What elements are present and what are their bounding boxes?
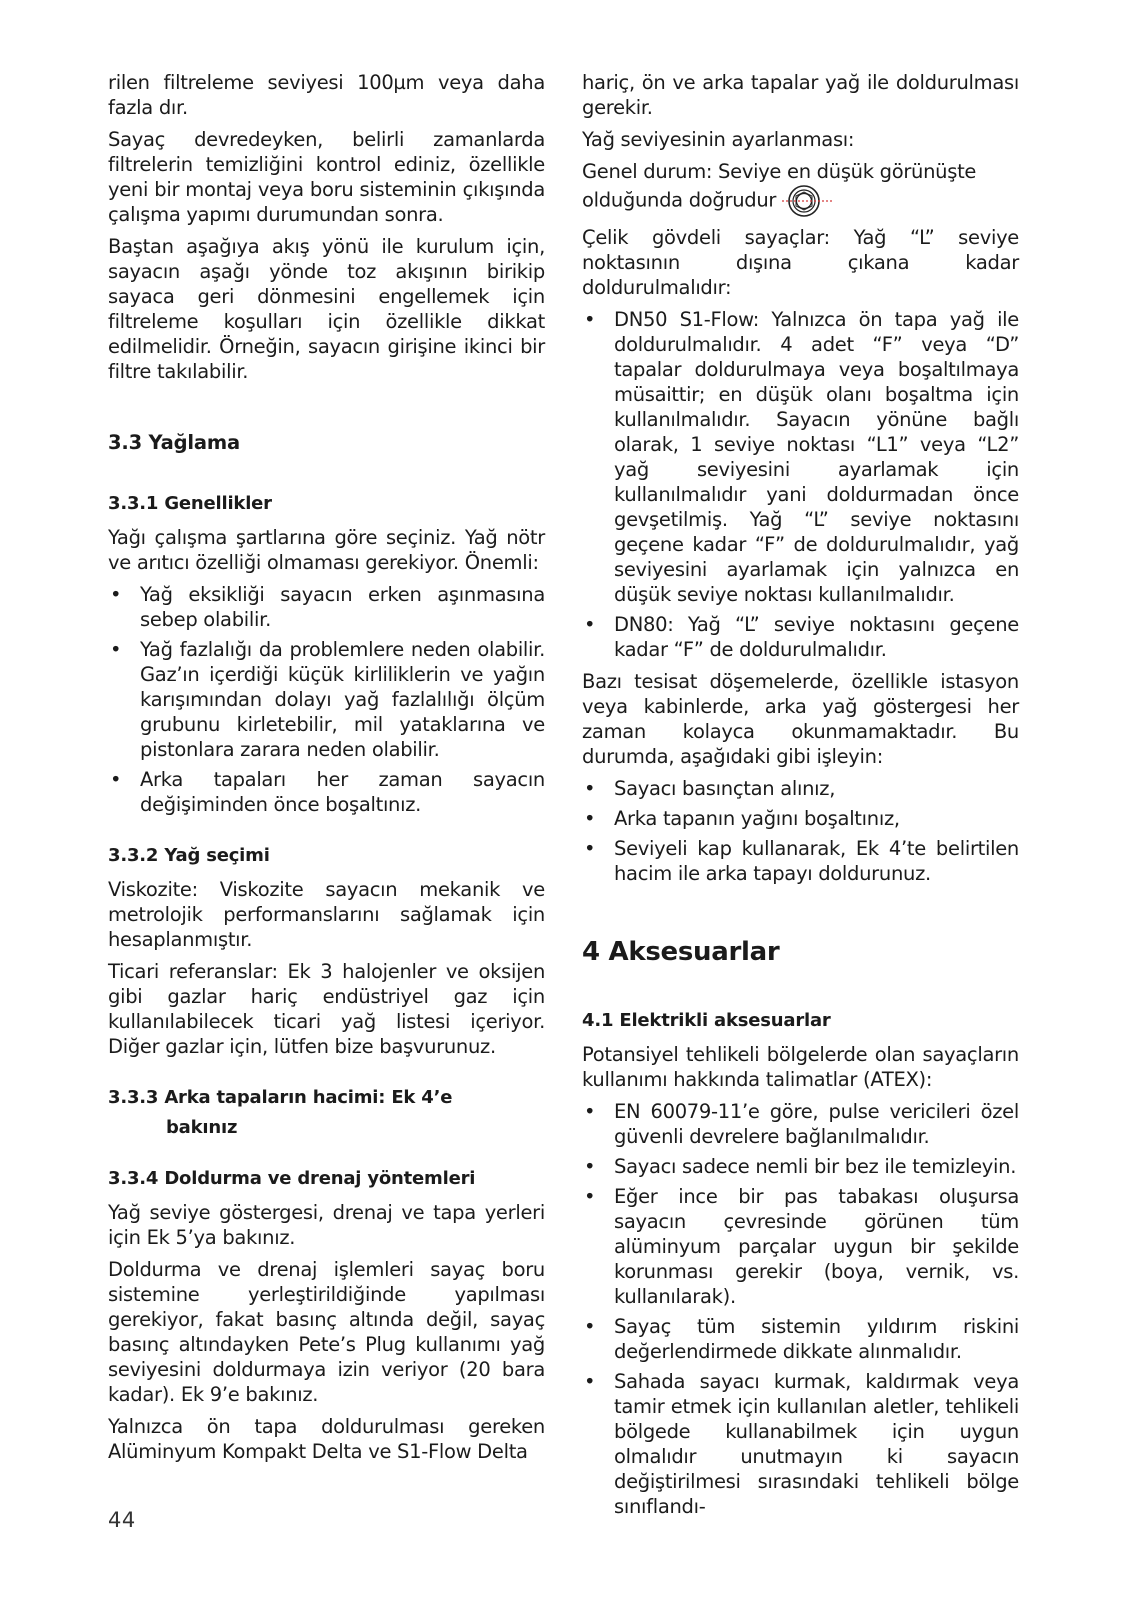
paragraph-with-icon bbox=[582, 159, 1019, 218]
section-heading-3-3: 3.3 Yağlama bbox=[108, 431, 240, 454]
right-column bbox=[582, 70, 1019, 1526]
bullet-list bbox=[582, 1099, 1019, 1519]
paragraph: Bazı tesisat döşemelerde, özellikle istasyon veya kabinlerde, arka yağ göstergesi her zaman kolayca okunmamaktadır. Bu durumda, aşağıdaki gibi işleyin: bbox=[582, 670, 1019, 768]
paragraph: Viskozite: Viskozite sayacın mekanik ve metrolojik performanslarını sağlamak için hesaplanmıştır. bbox=[108, 878, 545, 951]
oil-level-sight-glass-icon bbox=[780, 184, 836, 218]
paragraph: Yağ seviye göstergesi, drenaj ve tapa yerleri için Ek 5’ya bakınız. bbox=[108, 1201, 545, 1249]
list-item: • Seviyeli kap kullanarak, Ek 4’te belirtilen hacim ile arka tapayı doldurunuz. bbox=[582, 836, 1019, 886]
list-item: • Yağ fazlalığı da problemlere neden olabilir. Gaz’ın içerdiği küçük kirliliklerin ve yağın karışımından dolayı yağ fazlalılığı ölçüm grubunu kirletebilir, mil yataklarına ve pistonlara zarara neden olabilir. bbox=[108, 637, 545, 762]
paragraph: hariç, ön ve arka tapalar yağ ile doldurulması gerekir. bbox=[582, 71, 1019, 119]
paragraph: Yalnızca ön tapa doldurulması gereken Alüminyum Kompakt Delta ve S1-Flow Delta bbox=[108, 1415, 545, 1463]
list-item: • Arka tapanın yağını boşaltınız, bbox=[582, 806, 1019, 831]
list-item: • Sayacı basınçtan alınız, bbox=[582, 776, 1019, 801]
list-item: • DN50 S1-Flow: Yalnızca ön tapa yağ ile doldurulmalıdır. 4 adet “F” veya “D” tapalar doldurulmaya veya boşaltılmaya müsaittir; en düşük olanı boşaltma için kullanılmalıdır. Sayacın yönüne bağlı olarak, 1 seviye noktası “L1” veya “L2” yağ seviyesini ayarlamak için kullanılmalıdır yani doldurmadan önce gevşetilmiş. Yağ “L” seviye noktasını geçene kadar “F” de doldurulmalıdır, yağ seviyesini ayarlamak için yalnızca en düşük seviye noktası kullanılmalıdır. bbox=[582, 307, 1019, 607]
list-item: • Sayaç tüm sistemin yıldırım riskini değerlendirmede dikkate alınmalıdır. bbox=[582, 1314, 1019, 1364]
paragraph: Potansiyel tehlikeli bölgelerde olan sayaçların kullanımı hakkında talimatlar (ATEX): bbox=[582, 1043, 1019, 1091]
list-item: • Arka tapaları her zaman sayacın değişiminden önce boşaltınız. bbox=[108, 767, 545, 817]
section-heading-3-3-3: 3.3.3 Arka tapaların hacimi: Ek 4’e bbox=[108, 1087, 453, 1108]
paragraph: Ticari referanslar: Ek 3 halojenler ve oksijen gibi gazlar hariç endüstriyel gaz için kullanılabilecek ticari yağ listesi içeriyor. Diğer gazlar için, lütfen bize başvurunuz. bbox=[108, 960, 545, 1058]
paragraph: Yağ seviyesinin ayarlanması: bbox=[582, 128, 855, 151]
section-heading-3-3-4: 3.3.4 Doldurma ve drenaj yöntemleri bbox=[108, 1168, 476, 1189]
list-item: • Yağ eksikliği sayacın erken aşınmasına sebep olabilir. bbox=[108, 582, 545, 632]
bullet-list bbox=[108, 582, 545, 817]
chapter-heading-4: 4 Aksesuarlar bbox=[582, 937, 780, 967]
paragraph-text: Genel durum: Seviye en düşük görünüşte olduğunda doğrudur bbox=[582, 160, 977, 212]
paragraph: Yağı çalışma şartlarına göre seçiniz. Yağ nötr ve arıtıcı özelliği olmaması gerekiyor. Önemli: bbox=[108, 526, 545, 574]
section-heading-3-3-1: 3.3.1 Genellikler bbox=[108, 493, 272, 514]
list-item: • EN 60079-11’e göre, pulse vericileri özel güvenli devrelere bağlanılmalıdır. bbox=[582, 1099, 1019, 1149]
section-heading-3-3-3-continued: bakınız bbox=[166, 1117, 238, 1138]
paragraph: rilen filtreleme seviyesi 100µm veya daha fazla dır. bbox=[108, 71, 545, 119]
section-heading-4-1: 4.1 Elektrikli aksesuarlar bbox=[582, 1010, 831, 1031]
page-number: 44 bbox=[108, 1508, 136, 1532]
section-heading-3-3-2: 3.3.2 Yağ seçimi bbox=[108, 845, 270, 866]
paragraph: Baştan aşağıya akış yönü ile kurulum için, sayacın aşağı yönde toz akışının birikip sayaca geri dönmesini engellemek için filtreleme koşulları için özellikle dikkat edilmelidir. Örneğin, sayacın girişine ikinci bir filtre takılabilir. bbox=[108, 235, 545, 383]
paragraph: Çelik gövdeli sayaçlar: Yağ “L” seviye noktasının dışına çıkana kadar doldurulmalıdır: bbox=[582, 226, 1019, 299]
list-item: • DN80: Yağ “L” seviye noktasını geçene kadar “F” de doldurulmalıdır. bbox=[582, 612, 1019, 662]
list-item: • Sayacı sadece nemli bir bez ile temizleyin. bbox=[582, 1154, 1019, 1179]
bullet-list bbox=[582, 776, 1019, 886]
list-item: • Sahada sayacı kurmak, kaldırmak veya tamir etmek için kullanılan aletler, tehlikeli bölgede kullanabilmek için uygun olmalıdır unutmayın ki sayacın değiştirilmesi sırasındaki tehlikeli bölge sınıflandı- bbox=[582, 1369, 1019, 1519]
paragraph: Sayaç devredeyken, belirli zamanlarda filtrelerin temizliğini kontrol ediniz, özellikle yeni bir montaj veya boru sisteminin çıkışında çalışma yapımı durumundan sonra. bbox=[108, 128, 545, 226]
paragraph: Doldurma ve drenaj işlemleri sayaç boru sistemine yerleştirildiğinde yapılması gerekiyor, fakat basınç altında değil, sayaç basınç altındayken Pete’s Plug kullanımı yağ seviyesini doldurmaya izin veriyor (20 bara kadar). Ek 9’e bakınız. bbox=[108, 1258, 545, 1406]
bullet-list bbox=[582, 307, 1019, 662]
list-item: • Eğer ince bir pas tabakası oluşursa sayacın çevresinde görünen tüm alüminyum parçalar uygun bir şekilde korunması gerekir (boya, vernik, vs. kullanılarak). bbox=[582, 1184, 1019, 1309]
left-column bbox=[108, 70, 545, 1471]
